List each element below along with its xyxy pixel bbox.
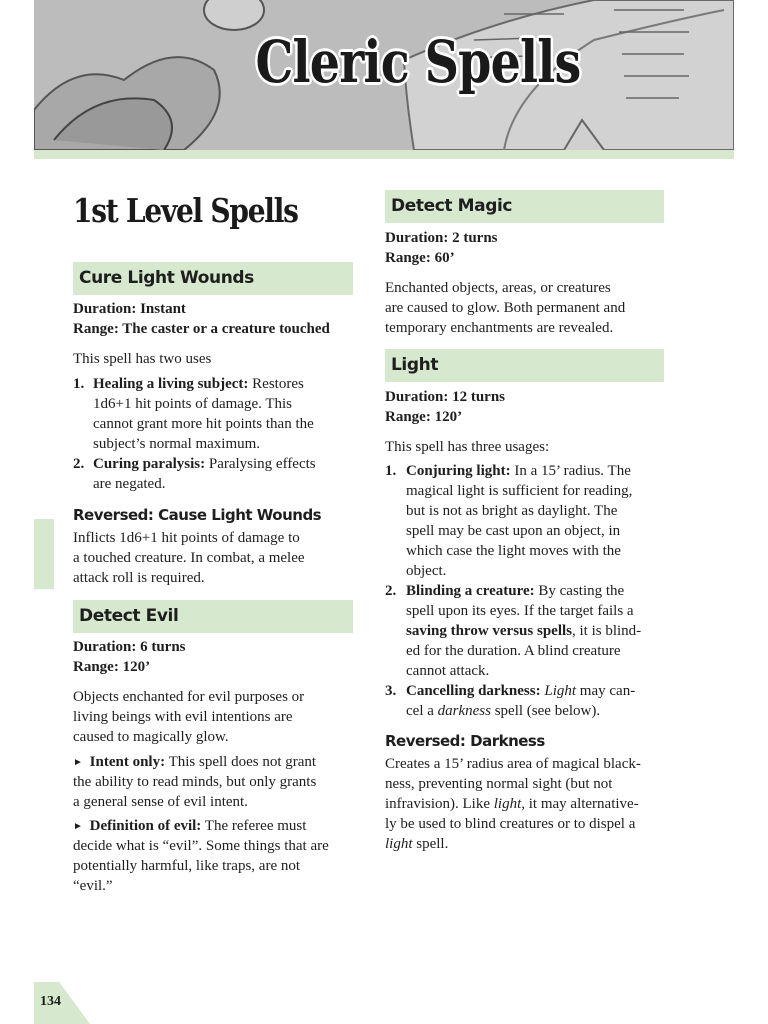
light-duration: Duration: 12 turns (385, 389, 506, 405)
light-reversed-line (385, 794, 639, 814)
light-item-conjuring-line: magical light is sufficient for reading, (406, 483, 633, 499)
cure-item-number: 2. (73, 456, 85, 472)
cure-item-paralysis (93, 454, 316, 474)
light-item-cancelling-line (406, 701, 600, 721)
cure-item-healing-line: cannot grant more hit points than the (93, 416, 314, 432)
cure-item-healing-line: subject’s normal maximum. (93, 436, 261, 452)
evil-note-definition-line: “evil.” (73, 878, 113, 894)
light-reversed-heading: Reversed: Darkness (385, 732, 545, 750)
light-item-cancelling (406, 681, 635, 701)
light-item-blinding-line: spell upon its eyes. If the target fails a (406, 603, 634, 619)
evil-desc-line: Objects enchanted for evil purposes or (73, 689, 305, 705)
evil-note-definition (73, 816, 306, 837)
spell-name: light (385, 836, 413, 852)
light-item-conjuring-line: but is not as bright as daylight. The (406, 503, 618, 519)
spell-name: light (493, 796, 522, 812)
evil-note-intent-line: the ability to read minds, but only grants (73, 774, 317, 790)
evil-desc-line: living beings with evil intentions are (73, 709, 293, 725)
bullet-triangle-icon: ► (73, 757, 83, 768)
light-item-blinding (406, 581, 624, 601)
item-text: Paralysing effects (205, 456, 316, 472)
banner-rule (34, 150, 734, 159)
cure-item-healing (93, 374, 304, 394)
spell-name: darkness (437, 703, 491, 719)
light-item-conjuring-line: object. (406, 563, 447, 579)
item-text: spell. (412, 836, 449, 852)
cure-reversed-line: attack roll is required. (73, 570, 205, 586)
chapter-side-tab (34, 519, 54, 589)
cure-item-healing-line: 1d6+1 hit points of damage. This (93, 396, 292, 412)
magic-duration: Duration: 2 turns (385, 230, 498, 246)
cure-item-paralysis-line: are negated. (93, 476, 166, 492)
saving-throw-term: saving throw versus spells (406, 623, 572, 639)
spell-heading-detect-magic: Detect Magic (385, 190, 664, 223)
page-number: 134 (40, 994, 61, 1009)
item-text: In a 15’ radius. The (510, 463, 631, 479)
light-intro: This spell has three usages: (385, 439, 550, 455)
item-text: , it may alternative- (521, 796, 639, 812)
light-item-conjuring-line: spell may be cast upon an object, in (406, 523, 621, 539)
note-text: This spell does not grant (165, 754, 317, 770)
light-item-number: 3. (385, 683, 397, 699)
chapter-title: Cleric Spells (255, 28, 581, 96)
item-label: Cancelling darkness: (406, 683, 541, 699)
light-reversed-line: ness, preventing normal sight (but not (385, 776, 613, 792)
evil-note-definition-line: potentially harmful, like traps, are not (73, 858, 301, 874)
item-label: Curing paralysis: (93, 456, 206, 472)
light-reversed-line: ly be used to blind creatures or to dispel a (385, 816, 636, 832)
light-item-blinding-line (406, 621, 641, 641)
item-text: may can- (576, 683, 636, 699)
level-title: 1st Level Spells (73, 191, 298, 230)
evil-note-intent (73, 752, 316, 773)
cure-intro: This spell has two uses (73, 351, 212, 367)
item-label: Blinding a creature: (406, 583, 535, 599)
evil-desc-line: caused to magically glow. (73, 729, 229, 745)
light-item-conjuring (406, 461, 631, 481)
item-text: , it is blind- (572, 623, 642, 639)
item-text: spell (see below). (490, 703, 601, 719)
light-range: Range: 120’ (385, 409, 463, 425)
light-reversed-line: Creates a 15’ radius area of magical black- (385, 756, 641, 772)
note-text: The referee must (201, 818, 307, 834)
magic-range: Range: 60’ (385, 250, 455, 266)
light-item-conjuring-line: which case the light moves with the (406, 543, 621, 559)
item-label: Healing a living subject: (93, 376, 249, 392)
item-text: By casting the (534, 583, 625, 599)
light-item-number: 1. (385, 463, 397, 479)
item-text: cel a (406, 703, 438, 719)
light-item-blinding-line: cannot attack. (406, 663, 490, 679)
spell-heading-cure-light-wounds: Cure Light Wounds (73, 262, 353, 295)
evil-range: Range: 120’ (73, 659, 151, 675)
bullet-triangle-icon: ► (73, 821, 83, 832)
magic-desc-line: temporary enchantments are revealed. (385, 320, 614, 336)
cure-reversed-line: Inflicts 1d6+1 hit points of damage to (73, 530, 300, 546)
item-label: Conjuring light: (406, 463, 511, 479)
evil-note-definition-line: decide what is “evil”. Some things that are (73, 838, 329, 854)
light-item-number: 2. (385, 583, 397, 599)
item-text: Restores (248, 376, 304, 392)
magic-desc-line: Enchanted objects, areas, or creatures (385, 280, 611, 296)
spell-heading-detect-evil: Detect Evil (73, 600, 353, 633)
cure-item-number: 1. (73, 376, 85, 392)
note-label: Intent only: (89, 754, 166, 770)
spell-name: Light (544, 683, 577, 699)
header-banner (34, 0, 734, 150)
light-reversed-line (385, 834, 448, 854)
cure-reversed-heading: Reversed: Cause Light Wounds (73, 506, 322, 524)
note-label: Definition of evil: (89, 818, 202, 834)
cure-duration: Duration: Instant (73, 301, 186, 317)
item-text: infravision). Like (385, 796, 494, 812)
cure-reversed-line: a touched creature. In combat, a melee (73, 550, 305, 566)
cure-range: Range: The caster or a creature touched (73, 321, 330, 337)
spell-heading-light: Light (385, 349, 664, 382)
evil-note-intent-line: a general sense of evil intent. (73, 794, 248, 810)
evil-duration: Duration: 6 turns (73, 639, 186, 655)
magic-desc-line: are caused to glow. Both permanent and (385, 300, 626, 316)
light-item-blinding-line: ed for the duration. A blind creature (406, 643, 621, 659)
